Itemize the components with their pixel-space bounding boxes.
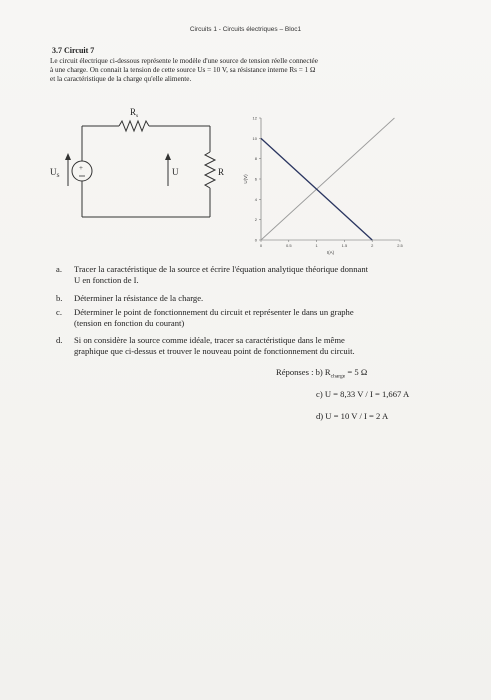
y-tick-label: 10	[252, 135, 257, 141]
us-label: $U_S$	[50, 167, 60, 179]
intro-line-3: et la caractéristique de la charge qu'elle alimente.	[50, 75, 192, 83]
y-tick-label: 4	[254, 196, 257, 202]
u-arrow-head-icon	[165, 153, 171, 160]
x-tick-label: 0.5	[286, 243, 292, 248]
y-tick-label: 2	[254, 217, 257, 223]
intro-line-1: Le circuit électrique ci-dessous représente le modèle d'une source de tension réelle connectée	[50, 57, 318, 65]
answer-d: d) U = 10 V / I = 2 A	[316, 411, 389, 421]
question-text-cont: graphique que ci-dessus et trouver le nouveau point de fonctionnement du circuit.	[74, 345, 355, 356]
source-plus-sign: +	[79, 164, 83, 172]
answers-title: Réponses : b) $R_{charge} = 5$ Ω	[276, 367, 368, 380]
question-label: a.	[56, 264, 62, 274]
resistor-load	[205, 152, 215, 188]
answer-c: c) U = 8,33 V / I = 1,667 A	[316, 389, 410, 399]
question-text-cont: U en fonction de I.	[74, 274, 139, 285]
x-tick-label: 2	[371, 243, 374, 248]
question-text: Déterminer la résistance de la charge.	[74, 293, 204, 303]
y-tick-label: 6	[254, 176, 257, 182]
question-text: Déterminer le point de fonctionnement du circuit et représenter le dans un graphe	[74, 307, 354, 317]
load-characteristic-chart	[235, 110, 410, 260]
circuit-diagram	[44, 104, 234, 254]
x-tick-label: 0	[259, 243, 263, 248]
us-arrow-head-icon	[65, 153, 71, 160]
x-tick-label: 2.5	[397, 243, 403, 248]
question-label: b.	[56, 293, 63, 303]
question-label: d.	[56, 335, 63, 345]
page-header: Circuits 1 - Circuits électriques – Bloc1	[189, 26, 302, 33]
y-tick-label: 12	[252, 115, 257, 121]
x-axis-label: I(A)	[326, 250, 335, 255]
y-tick-label: 8	[254, 156, 257, 162]
section-title: 3.7 Circuit 7	[52, 46, 95, 55]
u-label: U	[172, 167, 179, 177]
intro-line-2: à une charge. On connait la tension de cette source Us = 10 V, sa résistance interne Rs = 1 Ω	[50, 66, 316, 74]
y-tick-label: 0	[254, 237, 257, 243]
y-axis-label: U(V)	[243, 174, 248, 184]
r-label: R	[218, 167, 225, 177]
question-label: c.	[56, 307, 62, 317]
series-line-1	[261, 118, 394, 240]
intro-paragraph	[50, 57, 440, 84]
rs-label: $R_s$	[130, 107, 139, 119]
question-text-cont: (tension en fonction du courant)	[74, 317, 185, 328]
question-text: Si on considère la source comme idéale, tracer sa caractéristique dans le même	[74, 335, 345, 345]
x-tick-label: 1	[315, 243, 318, 248]
x-tick-label: 1.5	[341, 243, 348, 248]
question-text: Tracer la caractéristique de la source et écrire l'équation analytique théorique donnant	[74, 264, 369, 274]
resistor-rs	[119, 121, 149, 131]
